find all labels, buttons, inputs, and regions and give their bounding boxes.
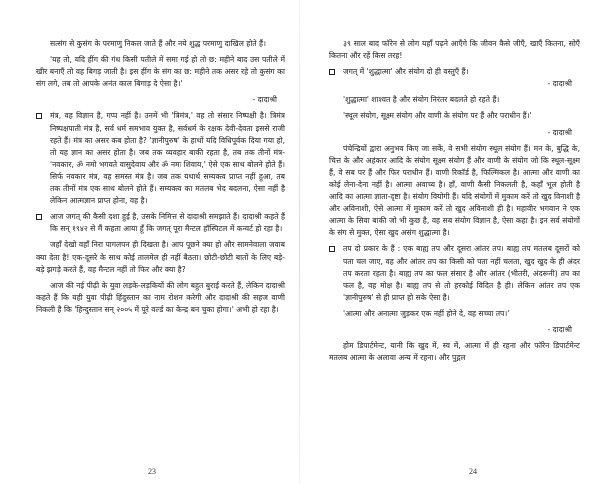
checkbox-square-icon: [36, 113, 42, 119]
right-signature-3: - दादाश्री: [547, 324, 572, 334]
left-page: [0, 0, 299, 484]
left-question-1-text: मंत्र, वह विज्ञान है, गप्प नहीं है। उनमें भी 'त्रिमंत्र,' वह तो संसार निष्पक्षी है। त्रिमंत्र निष्पक्षपाती मंत्र है, सर्व धर्म समभाव युक्त है, सर्वधर्म के रक्षक देवी-देवता इससे राजी रहते हैं। मंत्र का असर कब होता है? 'ज्ञानीपुरुष' के हाथों यदि विधिपूर्वक दिया गया हो, तो यह ज्ञान का असर होता है। जब तक व्यवहार बाकी रहता है, तब तक तीनों मंत्र-'नवकार, ॐ नमो भगवते वासुदेवाय और ॐ नमः शिवाय,' ऐसे एक साथ बोलने होते हैं। सिर्फ नवकार मंत्र, वह समस्त मंत्र है। जब तक यथार्थ सम्यक्त्व प्राप्त नहीं हुआ, तब तक तीनों मंत्र एक साथ बोलने होते हैं। सम्यक्त्व का मतलब भेद बदलना, ऐसा नहीं है लेकिन आत्मज्ञान प्राप्त होना, वह है।: [50, 111, 285, 206]
left-paragraph-3: जहाँ देखो वहाँ निरा पागलपन ही दिखता है। आप पूछने क्या हो और सामनेवाला जवाब क्या देता है! एक-दूसरे के साथ कोई तालमेल ही नहीं बैठता। छोटी-छोटी बातों के लिए बड़े-बड़े झगड़े करते हैं, वह मैन्टल नहीं तो फिर और क्या है?: [36, 240, 285, 274]
right-page: [299, 0, 598, 484]
right-paragraph-5: 'आत्मा और अनात्मा जुड़कर एक नहीं होने दे, वह सच्चा तप।': [343, 308, 510, 318]
right-signature-1: - दादाश्री: [547, 79, 572, 89]
right-paragraph-3: 'स्थूल संयोग, सूक्ष्म संयोग और वाणी के संयोग पर हैं और पराधीन हैं।': [343, 111, 532, 121]
right-question-1-text: जगत् में 'शुद्धात्मा' और संयोग दो ही वस्तुएँ हैं।: [343, 67, 469, 77]
left-question-2-text: आज जगत् की कैसी दशा हुई है, उसके निमित्त से दादाश्री समझाते हैं। दादाश्री कहते हैं कि सन् १९४२ से मैं कहता आया हूँ कि जगत् पूरा मैन्टल हॉस्पिटल में कन्वर्ट हो रहा है।: [50, 212, 285, 234]
right-paragraph-1: ३९ साल बाद फॉरेन से लोग यहाँ पढ़ने आएँगे कि जीवन कैसे जीएँ, खाएँ कितना, सोएँ कितना और रहें किस तरह!: [329, 39, 580, 61]
left-signature-1: - दादाश्री: [252, 95, 277, 105]
left-paragraph-1: सत्संग से कुसंग के परमाणु निकल जाते हैं और नये शुद्ध परमाणु दाखिल होते हैं।: [50, 39, 266, 48]
left-paragraph-4: आज की नई पीढ़ी के युवा लड़के-लड़कियों की लोग बहुत बुराई करते हैं, लेकिन दादाश्री कहते हैं कि यही युवा पीढ़ी हिंदुस्तान का नाम रोशन करेगी और दादाश्री की सहज वाणी निकली है कि 'हिन्दुस्तान सन् २००५ में पूरे वर्ल्ड का केन्द्र बन चुका होगा।' अभी हो रहा है।: [36, 280, 285, 314]
checkbox-square-icon: [329, 246, 335, 252]
right-question-2: [329, 243, 580, 303]
right-question-1: [329, 66, 580, 78]
left-question-1: [36, 110, 285, 207]
right-signature-2: - दादाश्री: [547, 127, 572, 137]
checkbox-square-icon: [36, 214, 42, 220]
right-page-number: 24: [469, 467, 477, 476]
right-paragraph-4: पंचेन्द्रियों द्वारा अनुभव किए जा सकें, वे सभी संयोग स्थूल संयोग हैं। मन के, बुद्धि के, चित्त के और अहंकार आदि के संयोग सूक्ष्म संयोग हैं और वाणी के संयोग जो कि स्थूल-सूक्ष्म हैं, वे सब पर हैं और फिर पराधीन हैं। वाणी रिकॉर्ड है, फिल्मिकल है। आत्मा और वाणी का कोई लेना-देना नहीं है। आत्मा अवाच्य है। हाँ, वाणी कैसी निकलती है, कहाँ भूल होती है आदि का आत्मा ज्ञाता-दृष्टा है। संयोग वियोगी हैं। यदि संयोगों में मुकाम करें तो खुद विनाशी है और अविनाशी, ऐसे आत्मा में मुकाम करें तो खुद अविनाशी ही है। महावीर भगवान ने एक आत्मा के सिवा बाकी जो भी कुछ है, वह सब संयोग विज्ञान है, ऐसा कहा है। इन सर्व संयोगों के संग से मुक्त, ऐसा खुद असंग शुद्धात्मा है।: [329, 143, 580, 238]
left-page-number: 23: [148, 467, 156, 476]
right-paragraph-6: होम डिपार्टमेन्ट, यानी कि खुद में, स्व में, आत्मा में ही रहना और फॉरेन डिपार्टमेन्ट मतलब आत्मा के अलावा अन्य में रहना। और पुद्गल: [329, 341, 580, 363]
left-question-2: [36, 211, 285, 235]
left-paragraph-2: 'यह तो, यदि हींग की गंध किसी पतीले में समा गई हो तो छ: महीने बाद उस पतीले में खीर बनाएँ तो वह बिगड़ जाती है। इस हींग के संग का छ: महीने तक असर रहे तो कुसंग का संग लगे, तब तो आपके अनंत काल बिगाड़ दे ऐसा है।': [36, 55, 285, 89]
checkbox-square-icon: [329, 69, 335, 75]
right-question-2-text: तप दो प्रकार के हैं : एक बाह्य तप और दूसरा आंतर तप। बाह्य तप मतलब दूसरों को पता चल जाए, वह और आंतर तप का किसी को पता नहीं चलता, खुद खुद के ही अंदर तप करता रहता है। बाह्य तप का फल संसार है और आंतर (भीतरी, अंदरूनी) तप का फल है, वह मोक्ष है। बाह्य तप से तो हरकोई विदित है ही। लेकिन आंतर तप एक 'ज्ञानीपुरुष' से ही प्राप्त हो सके ऐसा है।: [343, 244, 580, 302]
right-paragraph-2: 'शुद्धात्मा' शाश्वत है और संयोग निरंतर बदलते हो रहते हैं।: [343, 95, 500, 105]
